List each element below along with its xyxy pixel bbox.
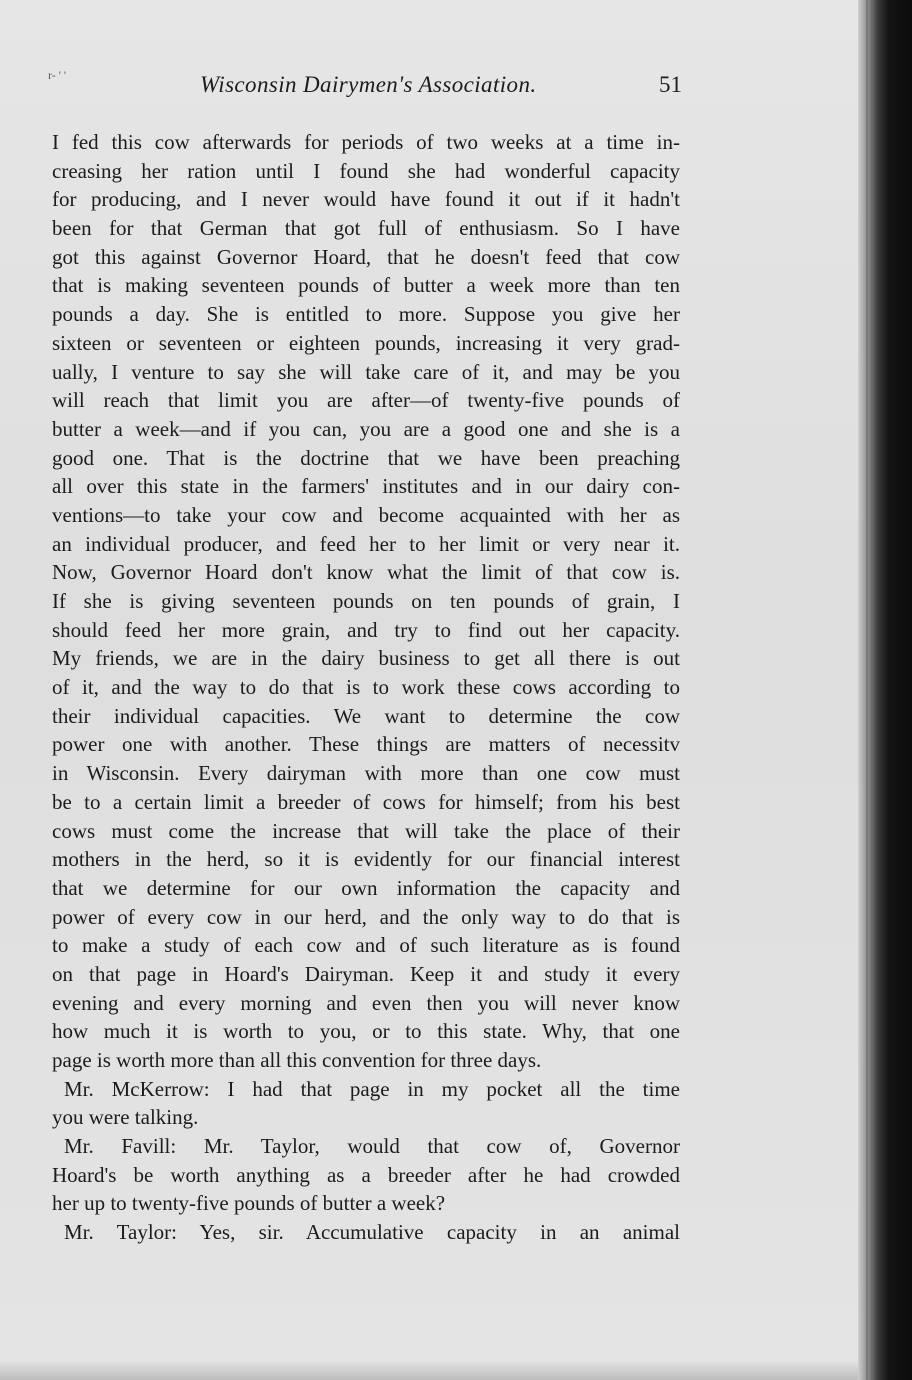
- text-line: their individual capacities. We want to determine the cow: [52, 703, 680, 728]
- text-line: all over this state in the farmers' institutes and in our dairy con-: [52, 474, 680, 499]
- text-line: mothers in the herd, so it is evidently for our financial interest: [52, 847, 680, 872]
- text-line: cows must come the increase that will take the place of their: [52, 818, 680, 843]
- text-line: be to a certain limit a breeder of cows for himself; from his best: [52, 789, 680, 814]
- text-line: My friends, we are in the dairy business to get all there is out: [52, 646, 680, 671]
- text-line: sixteen or seventeen or eighteen pounds, increasing it very grad-: [52, 330, 680, 355]
- text-line: should feed her more grain, and try to find out her capacity.: [52, 617, 680, 642]
- speaker-line-favill: Mr. Favill: Mr. Taylor, would that cow of, Governor: [64, 1134, 680, 1159]
- text-line: page is worth more than all this convention for three days.: [52, 1048, 542, 1072]
- text-line: creasing her ration until I found she had wonderful capacity: [52, 158, 680, 183]
- text-line: pounds a day. She is entitled to more. Suppose you give her: [52, 302, 680, 327]
- text-line: I fed this cow afterwards for periods of two weeks at a time in-: [52, 130, 680, 154]
- text-line: how much it is worth to you, or to this state. Why, that one: [52, 1019, 680, 1044]
- corner-mark: r- ' ': [48, 68, 67, 82]
- running-head: [52, 72, 682, 106]
- body-text: [52, 128, 680, 1247]
- text-line: an individual producer, and feed her to her limit or very near it.: [52, 531, 680, 556]
- text-line: been for that German that got full of enthusiasm. So I have: [52, 216, 680, 241]
- text-line: good one. That is the doctrine that we have been preaching: [52, 445, 680, 470]
- text-line: evening and every morning and even then you will never know: [52, 990, 680, 1015]
- text-line: in Wisconsin. Every dairyman with more than one cow must: [52, 761, 680, 786]
- speaker-line-taylor: Mr. Taylor: Yes, sir. Accumulative capacity in an animal: [64, 1220, 680, 1245]
- speaker-line-mckerrow: Mr. McKerrow: I had that page in my pocket all the time: [64, 1076, 680, 1101]
- text-line: will reach that limit you are after—of twenty-five pounds of: [52, 388, 680, 413]
- text-line: ually, I venture to say she will take care of it, and may be you: [52, 359, 680, 384]
- text-line: Now, Governor Hoard don't know what the limit of that cow is.: [52, 560, 680, 585]
- text-line: to make a study of each cow and of such literature as is found: [52, 933, 680, 958]
- spine-fold-line: [866, 0, 868, 1380]
- page-number: 51: [659, 72, 682, 97]
- text-line: Hoard's be worth anything as a breeder after he had crowded: [52, 1162, 680, 1187]
- page-bottom-edge: [0, 1362, 858, 1380]
- running-title: Wisconsin Dairymen's Association.: [200, 72, 537, 97]
- text-line: power one with another. These things are matters of necessitv: [52, 732, 680, 757]
- text-line: for producing, and I never would have found it out if it hadn't: [52, 187, 680, 212]
- text-line: If she is giving seventeen pounds on ten pounds of grain, I: [52, 589, 680, 613]
- text-line: butter a week—and if you can, you are a good one and she is a: [52, 416, 680, 441]
- text-line: got this against Governor Hoard, that he doesn't feed that cow: [52, 244, 680, 269]
- text-line: on that page in Hoard's Dairyman. Keep it and study it every: [52, 961, 680, 986]
- text-line: her up to twenty-five pounds of butter a week?: [52, 1191, 446, 1216]
- text-line: ventions—to take your cow and become acquainted with her as: [52, 502, 680, 527]
- text-line: that is making seventeen pounds of butter a week more than ten: [52, 273, 680, 298]
- text-line: you were talking.: [52, 1105, 199, 1130]
- text-line: of it, and the way to do that is to work these cows according to: [52, 675, 680, 700]
- text-line: that we determine for our own information the capacity and: [52, 875, 680, 900]
- text-line: power of every cow in our herd, and the only way to do that is: [52, 904, 680, 929]
